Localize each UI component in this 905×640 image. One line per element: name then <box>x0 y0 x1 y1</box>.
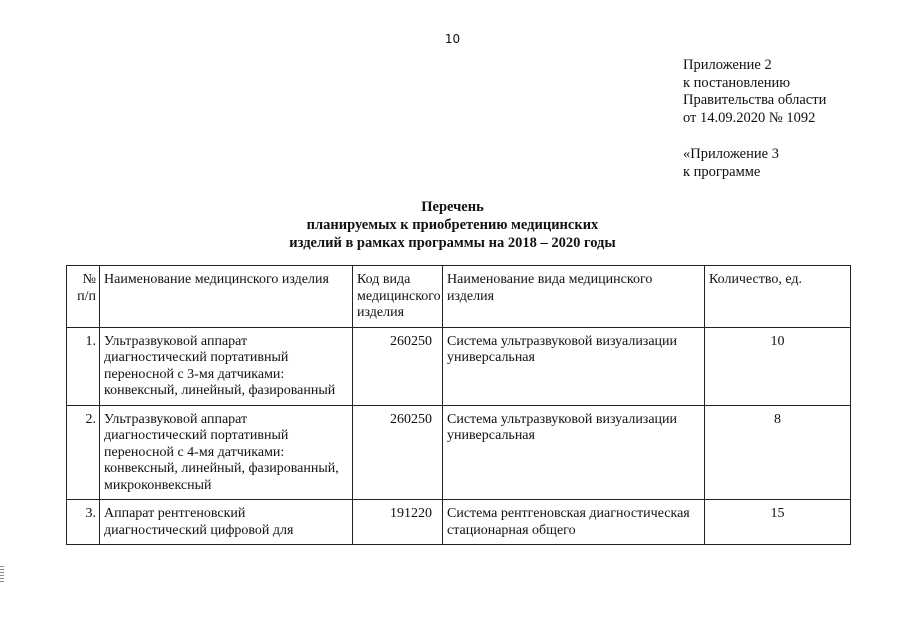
header-device-name: Наименование медицинского изделия <box>100 266 353 328</box>
row-quantity: 8 <box>705 405 851 500</box>
appendix-line-4: от 14.09.2020 № 1092 <box>683 109 816 126</box>
devices-table <box>66 265 851 545</box>
program-appendix-line-2: к программе <box>683 163 761 180</box>
title-line-3: изделий в рамках программы на 2018 – 2020 годы <box>289 235 616 251</box>
program-appendix-line-1: «Приложение 3 <box>683 146 779 162</box>
table-row <box>67 327 851 405</box>
row-quantity: 10 <box>705 327 851 405</box>
row-num: 1. <box>67 327 100 405</box>
table-row <box>67 405 851 500</box>
header-type-name: Наименование вида медицинского изделия <box>443 266 705 328</box>
row-type-code: 260250 <box>353 405 443 500</box>
appendix-line-1: Приложение 2 <box>683 57 772 73</box>
header-quantity: Количество, ед. <box>705 266 851 328</box>
row-type-name: Система рентгеновская диагностическая стационарная общего <box>443 500 705 545</box>
row-num: 3. <box>67 500 100 545</box>
row-device-name: Ультразвуковой аппарат диагностический портативный переносной с 4-мя датчиками: конвексный, линейный, фазированный, микроконвексный <box>100 405 353 500</box>
header-num: № п/п <box>67 266 100 328</box>
page-number: 10 <box>444 32 461 46</box>
row-type-name: Система ультразвуковой визуализации универсальная <box>443 327 705 405</box>
table-row <box>67 500 851 545</box>
row-num: 2. <box>67 405 100 500</box>
document-title <box>0 198 905 252</box>
appendix-line-3: Правительства области <box>683 92 827 108</box>
row-quantity: 15 <box>705 500 851 545</box>
row-device-name: Ультразвуковой аппарат диагностический портативный переносной с 3-мя датчиками: конвексный, линейный, фазированный <box>100 327 353 405</box>
table-header-row <box>67 266 851 328</box>
title-line-2: планируемых к приобретению медицинских <box>306 217 599 233</box>
row-type-code: 260250 <box>353 327 443 405</box>
appendix-block <box>683 57 826 181</box>
scan-margin-mark <box>0 566 4 584</box>
title-line-1: Перечень <box>421 199 484 215</box>
row-type-name: Система ультразвуковой визуализации универсальная <box>443 405 705 500</box>
row-device-name: Аппарат рентгеновский диагностический цифровой для <box>100 500 353 545</box>
appendix-line-2: к постановлению <box>683 74 791 91</box>
appendix-gap <box>683 127 826 146</box>
header-type-code: Код вида медицинского изделия <box>353 266 443 328</box>
row-type-code: 191220 <box>353 500 443 545</box>
